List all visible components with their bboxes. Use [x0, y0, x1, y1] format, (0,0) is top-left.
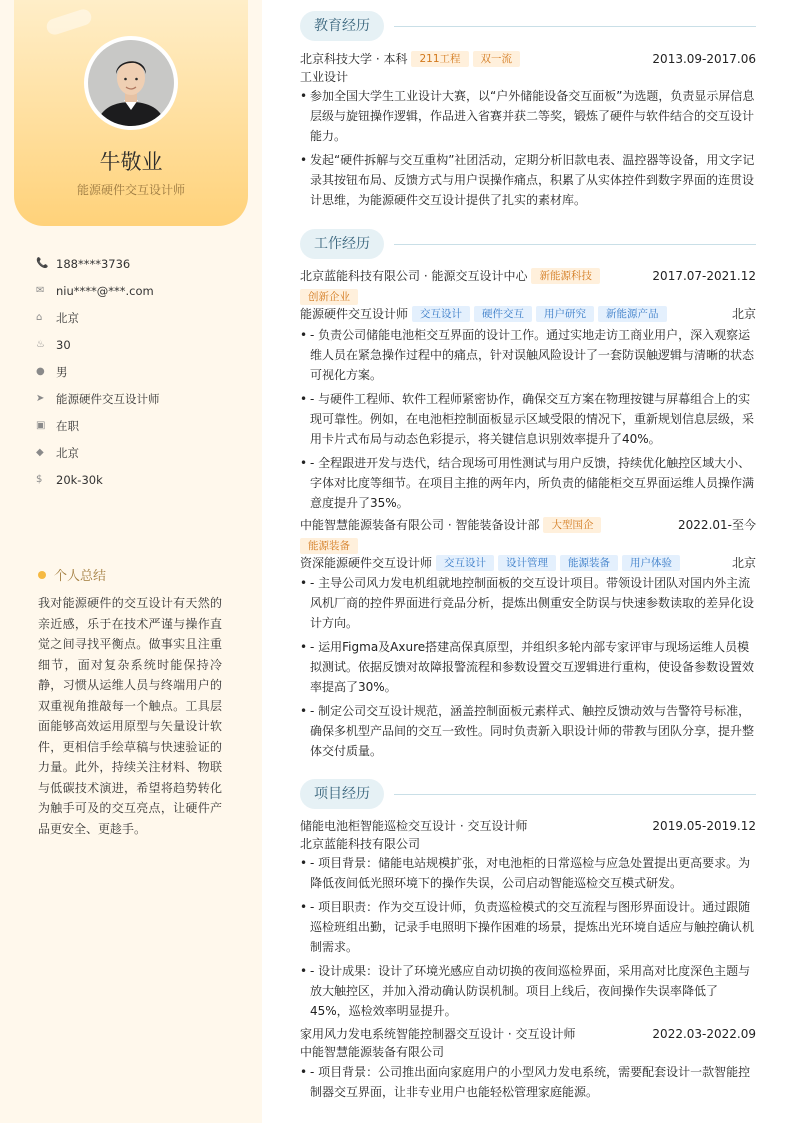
bullet-item: • - 主导公司风力发电机组就地控制面板的交互设计项目。带领设计团队对国内外主流风机厂商的控件界面进行竞品分析，提炼出侧重安全防误与快速参数读取的差异化设计方向。 [300, 573, 756, 633]
bullet-item: • - 全程跟进开发与迭代，结合现场可用性测试与用户反馈，持续优化触控区域大小、字体对比度等细节。在项目主推的两年内，所负责的储能柜交互界面运维人员操作满意度提升了35%。 [300, 453, 756, 513]
bullet-item: • - 项目职责：作为交互设计师，负责巡检模式的交互流程与图形界面设计。通过跟随巡检班组出勤，记录手电照明下操作困难的场景，提炼出光环境自适应与触控确认机制需求。 [300, 897, 756, 957]
bullet-item: • - 设计成果：设计了环境光感应自动切换的夜间巡检界面，采用高对比度深色主题与放大触控区，并加入滑动确认防误机制。项目上线后，夜间操作失误率降低了45%，巡检效率明显提升。 [300, 961, 756, 1021]
contact-text: 20k-30k [56, 472, 103, 487]
bullet-item: • - 与硬件工程师、软件工程师紧密协作，确保交互方案在物理按键与屏幕组合上的实现可靠性。例如，在电池柜控制面板显示区域受限的情况下，重新规划信息层级，采用卡片式布局与动态色彩提示，将关键信息识别效率提升了40%。 [300, 389, 756, 449]
tag-badge: 新能源科技 [531, 268, 600, 284]
contact-item [36, 412, 236, 439]
company-name: 中能智慧能源装备有限公司 · 智能装备设计部 [300, 518, 540, 532]
avatar-photo [88, 40, 174, 126]
contact-item [36, 250, 236, 277]
tag-badge: 用户研究 [536, 306, 594, 322]
tag-badge: 交互设计 [436, 555, 494, 571]
project-org-row [300, 1043, 756, 1061]
contact-text: niu****@***.com [56, 283, 154, 298]
tag-badge: 211工程 [411, 51, 468, 67]
job-role: 能源硬件交互设计师 [300, 307, 409, 321]
bullet-item: • 参加全国大学生工业设计大赛，以“户外储能设备交互面板”为选题，负责显示屏信息层级与旋钮操作逻辑，作品进入省赛并获二等奖，锻炼了硬件与软件结合的交互设计能力。 [300, 86, 756, 146]
home-icon: ⌂ [36, 312, 43, 323]
decoration-shape [45, 7, 94, 36]
send-icon: ➤ [36, 393, 45, 404]
job-tag-row [300, 537, 756, 555]
tag-badge: 能源装备 [560, 555, 618, 571]
contact-text: 能源硬件交互设计师 [56, 391, 160, 406]
contact-text: 在职 [56, 418, 79, 433]
tag-badge: 硬件交互 [474, 306, 532, 322]
contact-text: 北京 [56, 445, 79, 460]
contact-text: 188****3736 [56, 256, 131, 271]
job-tag-row [300, 288, 756, 306]
job-date: 2017.07-2021.12 [652, 269, 756, 283]
briefcase-icon: ▣ [36, 420, 46, 431]
person-title: 能源硬件交互设计师 [76, 183, 185, 197]
tag-badge: 用户体验 [622, 555, 680, 571]
company-name: 北京蓝能科技有限公司 · 能源交互设计中心 [300, 269, 528, 283]
contact-item [36, 304, 236, 331]
contact-item [36, 439, 236, 466]
tag-badge: 大型国企 [543, 517, 601, 533]
project-title: 家用风力发电系统智能控制器交互设计 · 交互设计师 [300, 1027, 576, 1041]
bullet-item: • - 运用Figma及Axure搭建高保真原型，并组织多轮内部专家评审与现场运维人员模拟测试。依据反馈对故障报警流程和参数设置交互逻辑进行重构，使设备参数设置效率提高了30%。 [300, 637, 756, 697]
tag-badge: 交互设计 [412, 306, 470, 322]
job-role-row [300, 554, 756, 572]
profile-card [14, 0, 248, 226]
education-school-row [300, 50, 756, 68]
job-city: 北京 [731, 556, 756, 570]
phone-icon: 📞 [36, 258, 49, 269]
project-date: 2022.03-2022.09 [652, 1027, 756, 1041]
job-role-row [300, 305, 756, 323]
project-date: 2019.05-2019.12 [652, 819, 756, 833]
bullet-item: • - 项目背景：储能电站规模扩张，对电池柜的日常巡检与应急处置提出更高要求。为降低夜间低光照环境下的操作失误，公司启动智能巡检交互模式研发。 [300, 853, 756, 893]
contact-text: 北京 [56, 310, 79, 325]
bullet-item: • - 项目背景：公司推出面向家庭用户的小型风力发电系统，需要配套设计一款智能控制器交互界面，让非专业用户也能轻松管理家庭能源。 [300, 1062, 756, 1102]
contact-item [36, 331, 236, 358]
job-company-row [300, 267, 756, 285]
tag-badge: 创新企业 [300, 289, 358, 305]
job-company-row [300, 516, 756, 534]
contact-item [36, 358, 236, 385]
contact-item [36, 466, 236, 493]
summary-heading-text: 个人总结 [54, 569, 107, 584]
tag-badge: 能源装备 [300, 538, 358, 554]
job-city: 北京 [731, 307, 756, 321]
project-title-row [300, 1025, 756, 1043]
education-date: 2013.09-2017.06 [652, 52, 756, 66]
cake-icon: ♨ [36, 339, 45, 350]
education-major-row [300, 68, 756, 86]
salary-icon: $ [36, 474, 43, 485]
bullet-dot-icon [38, 571, 46, 579]
bullet-item: • - 制定公司交互设计规范，涵盖控制面板元素样式、触控反馈动效与告警符号标准，确保多机型产品间的交互一致性。同时负责新入职设计师的带教与团队分享，提升整体交付质量。 [300, 701, 756, 761]
project-title: 储能电池柜智能巡检交互设计 · 交互设计师 [300, 819, 528, 833]
sidebar [0, 0, 262, 1123]
school-name: 北京科技大学 · 本科 [300, 52, 408, 66]
major-name: 工业设计 [300, 70, 349, 84]
tag-badge: 设计管理 [498, 555, 556, 571]
tag-badge: 双一流 [473, 51, 521, 67]
section-title: 工作经历 [300, 229, 384, 259]
contact-text: 30 [56, 337, 71, 352]
section-work [300, 229, 756, 259]
section-title: 教育经历 [300, 11, 384, 41]
summary-text: 我对能源硬件的交互设计有天然的亲近感，乐于在技术严谨与操作直觉之间寻找平衡点。做事实且注重细节，面对复杂系统时能保持冷静，习惯从运维人员与终端用户的双重视角推敲每一个触点。工具层面能够高效运用原型与矢量设计软件，更相信手绘草稿与快速验证的力量。此外，持续关注材料、物联与低碳技术演进，希望将趋势转化为触手可及的交互亮点，让硬件产品更安全、更趁手。 [38, 596, 222, 836]
contact-text: 男 [56, 364, 68, 379]
contact-list [36, 250, 236, 493]
project-org: 北京蓝能科技有限公司 [300, 837, 421, 851]
person-name: 牛敬业 [99, 150, 163, 174]
mail-icon: ✉ [36, 285, 45, 296]
contact-item [36, 277, 236, 304]
project-title-row [300, 817, 756, 835]
section-projects [300, 779, 756, 809]
bullet-item: • - 负责公司储能电池柜交互界面的设计工作。通过实地走访工商业用户，深入观察运维人员在紧急操作过程中的痛点，针对误触风险设计了一套防误触逻辑与清晰的状态可视化方案。 [300, 325, 756, 385]
avatar [84, 36, 178, 130]
contact-item [36, 385, 236, 412]
section-title: 项目经历 [300, 779, 384, 809]
project-org-row [300, 835, 756, 853]
location-pin-icon: ◆ [36, 447, 44, 458]
gender-icon: ● [36, 366, 45, 377]
project-org: 中能智慧能源装备有限公司 [300, 1045, 445, 1059]
section-divider [394, 26, 756, 27]
section-education [300, 11, 756, 41]
summary-heading [38, 565, 106, 584]
bullet-item: • 发起“硬件拆解与交互重构”社团活动，定期分析旧款电表、温控器等设备，用文字记录其按钮布局、反馈方式与用户误操作痛点，积累了从实体控件到数字界面的连贯设计思维，为能源硬件交互设计提供了扎实的素材库。 [300, 150, 756, 210]
job-role: 资深能源硬件交互设计师 [300, 556, 433, 570]
job-date: 2022.01-至今 [678, 518, 756, 532]
tag-badge: 新能源产品 [598, 306, 667, 322]
section-divider [394, 794, 756, 795]
section-divider [394, 244, 756, 245]
